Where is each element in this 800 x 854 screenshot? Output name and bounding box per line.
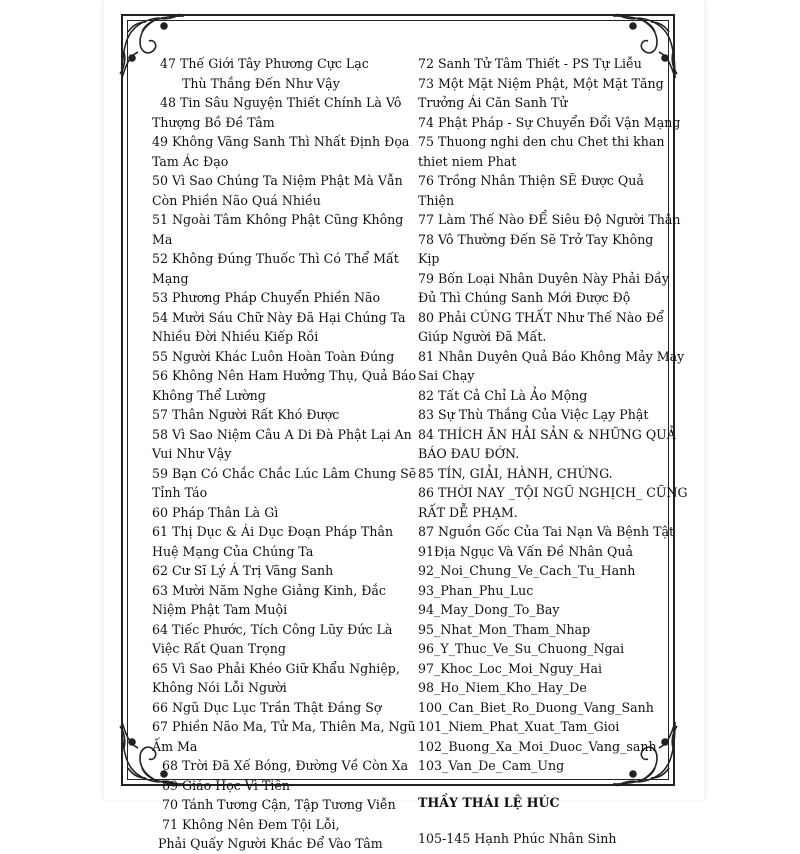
toc-entry-line: 71 Không Nên Đem Tội Lỗi, [162, 816, 340, 832]
toc-entry [418, 561, 650, 581]
toc-entry-line: Tỉnh Táo [152, 485, 208, 500]
toc-entry-line: Giúp Người Đã Mất. [418, 329, 547, 344]
toc-entry [418, 717, 650, 737]
toc-entry-line: 75 Thuong nghi den chu Chet thi khan [418, 134, 665, 149]
toc-entry [152, 464, 417, 503]
toc-entry-line: 54 Mười Sáu Chữ Này Đã Hại Chúng Ta [152, 309, 406, 325]
toc-entry [418, 522, 675, 542]
toc-entry-line: 67 Phiền Não Ma, Tử Ma, Thiên Ma, Ngũ [152, 719, 416, 734]
toc-entry-line: 96_Y_Thuc_Ve_Su_Chuong_Ngai [418, 641, 625, 656]
toc-entry [418, 698, 654, 718]
toc-entry-line: Thiện [418, 192, 455, 208]
toc-entry [152, 425, 412, 464]
toc-entry-line: 52 Không Đúng Thuốc Thì Có Thể Mất [152, 251, 399, 266]
toc-entry-line: 78 Vô Thường Đến Sẽ Trở Tay Không [418, 231, 654, 247]
right-entries [418, 54, 688, 776]
toc-entry-line: 66 Ngũ Dục Lục Trần Thật Đáng Sợ [152, 699, 382, 715]
toc-entry-line: thiet niem Phat [418, 153, 517, 169]
toc-entry [152, 776, 404, 796]
toc-entry-line: 94_May_Dong_To_Bay [418, 602, 560, 617]
toc-entry [152, 795, 404, 815]
toc-entry-line: 86 THỜI NAY _TỘI NGŨ NGHỊCH_ CŨNG [418, 485, 688, 500]
toc-entry [418, 386, 650, 406]
toc-entry [418, 171, 650, 210]
toc-entry-line: 103_Van_De_Cam_Ung [418, 758, 565, 773]
toc-entry-line: 83 Sự Thù Thắng Của Việc Lạy Phật [418, 407, 649, 422]
toc-entry [152, 620, 404, 659]
toc-entry-line: 47 Thế Giới Tây Phương Cực Lạc [160, 56, 369, 71]
toc-entry-line: Trưởng Ái Căn Sanh Tử [418, 95, 568, 110]
toc-entry-line: 70 Tánh Tương Cận, Tập Tương Viễn [162, 797, 396, 812]
toc-entry [152, 288, 404, 308]
toc-entry-line: 79 Bốn Loại Nhân Duyên Này Phải Đầy [418, 270, 669, 286]
toc-entry-line: 72 Sanh Tử Tâm Thiết - PS Tự Liễu [418, 56, 642, 71]
toc-entry-line: 62 Cư Sĩ Lý Á Trị Vãng Sanh [152, 563, 334, 578]
toc-entry [152, 756, 409, 776]
toc-entry [418, 54, 650, 74]
toc-entry-line: 48 Tin Sâu Nguyện Thiết Chính Là Vô [160, 95, 402, 110]
toc-entry-line: Thượng Bồ Đề Tâm [152, 114, 275, 130]
toc-entry-line: 81 Nhân Duyên Quả Báo Không Mảy May [418, 348, 685, 364]
toc-entry [418, 678, 650, 698]
toc-entry-line: 82 Tất Cả Chỉ Là Ảo Mộng [418, 387, 588, 403]
series-title: 105-145 Hạnh Phúc Nhân Sinh [418, 831, 617, 846]
toc-entry-line: Phải Quấy Người Khác Để Vào Tâm [158, 836, 383, 851]
toc-entry-line: 50 Vì Sao Chúng Ta Niệm Phật Mà Vẫn [152, 173, 403, 188]
toc-entry-line: Niệm Phật Tam Muội [152, 602, 288, 617]
toc-entry-line: Việc Rất Quan Trọng [152, 641, 286, 656]
toc-entry-line: 60 Pháp Thân Là Gì [152, 504, 279, 520]
toc-entry-line: Nhiều Đời Nhiều Kiếp Rồi [152, 329, 319, 344]
toc-entry-line: Kịp [418, 251, 440, 266]
toc-entry-line: 100_Can_Biet_Ro_Duong_Vang_Sanh [418, 699, 654, 715]
toc-entry-line: 61 Thị Dục & Ái Dục Đoạn Pháp Thân [152, 524, 394, 539]
toc-entry-line: 64 Tiếc Phước, Tích Công Lũy Đức Là [152, 621, 393, 637]
toc-entry [152, 171, 404, 210]
left-column-list [152, 54, 417, 854]
toc-entry-line: 53 Phương Pháp Chuyển Phiền Não [152, 290, 381, 305]
toc-entry [418, 581, 650, 601]
toc-entry [418, 347, 685, 386]
toc-entry [418, 74, 664, 113]
toc-entry-line: 49 Không Vãng Sanh Thì Nhất Định Đọa [152, 134, 410, 149]
toc-entry-line: 59 Bạn Có Chắc Chắc Lúc Lâm Chung Sẽ [152, 465, 417, 481]
toc-entry-line: Thù Thắng Đến Như Vậy [182, 75, 340, 91]
toc-entry-line: RẤT DỄ PHẠM. [418, 504, 518, 520]
toc-entry-line: 80 Phải CÚNG THẤT Như Thế Nào Để [418, 309, 664, 325]
toc-entry [152, 366, 417, 405]
toc-entry-line: 93_Phan_Phu_Luc [418, 582, 534, 598]
toc-entry [418, 425, 676, 464]
toc-entry-line: 77 Làm Thế Nào ĐỂ Siêu Độ Người Thân [418, 212, 681, 227]
toc-entry-line: 63 Mười Năm Nghe Giảng Kinh, Đắc [152, 582, 386, 598]
toc-entry [418, 210, 681, 230]
toc-entry [418, 600, 650, 620]
toc-entry [152, 132, 410, 171]
toc-entry-line: 57 Thân Người Rất Khó Được [152, 407, 340, 422]
toc-entry [152, 698, 404, 718]
toc-entry [418, 113, 681, 133]
toc-entry [152, 405, 404, 425]
toc-entry [418, 737, 657, 757]
toc-entry [418, 639, 650, 659]
toc-entry-line: 65 Vì Sao Phải Khéo Giữ Khẩu Nghiệp, [152, 660, 400, 676]
toc-entry-line: 87 Nguồn Gốc Của Tai Nạn Và Bệnh Tật [418, 524, 675, 539]
toc-entry-line: 68 Trời Đã Xế Bóng, Đường Về Còn Xa [162, 758, 409, 773]
toc-entry-line: 73 Một Mặt Niệm Phật, Một Mặt Tăng [418, 75, 664, 91]
toc-entry-line: 84 THÍCH ĂN HẢI SẢN & NHỮNG QUẢ [418, 426, 676, 442]
toc-entry-line: 102_Buong_Xa_Moi_Duoc_Vang_sanh [418, 738, 657, 754]
toc-entry-line: 56 Không Nên Ham Hưởng Thụ, Quả Báo [152, 368, 417, 383]
toc-entry [418, 659, 650, 679]
toc-entry-line: Không Thể Lường [152, 387, 266, 403]
toc-entry [418, 542, 650, 562]
toc-entry [152, 503, 404, 523]
toc-entry [152, 659, 404, 698]
toc-entry [152, 815, 404, 854]
toc-entry-line: Mạng [152, 270, 189, 286]
toc-entry-line: Ấm Ma [152, 738, 198, 754]
toc-entry-line: Còn Phiền Não Quá Nhiều [152, 192, 321, 208]
toc-entry [418, 230, 654, 269]
toc-entry [152, 347, 404, 367]
toc-entry-line: 51 Ngoài Tâm Không Phật Cũng Không [152, 212, 404, 227]
toc-entry-line: Đủ Thì Chúng Sanh Mới Được Độ [418, 290, 631, 305]
toc-entry-line: Tam Ác Đạo [152, 153, 229, 169]
toc-entry-line: 91Địa Ngục Và Vấn Đề Nhân Quả [418, 543, 633, 559]
toc-entry [418, 308, 664, 347]
toc-entry-line: 92_Noi_Chung_Ve_Cach_Tu_Hanh [418, 563, 636, 578]
toc-entry-line: 58 Vì Sao Niệm Câu A Di Đà Phật Lại An [152, 426, 412, 442]
toc-entry-line: 101_Niem_Phat_Xuat_Tam_Gioi [418, 719, 620, 734]
toc-entry [418, 464, 650, 484]
toc-entry-line: 55 Người Khác Luôn Hoàn Toàn Đúng [152, 348, 395, 364]
toc-entry [418, 756, 650, 776]
toc-entry [418, 620, 650, 640]
toc-entry [152, 581, 404, 620]
toc-entry-line: 85 TÍN, GIẢI, HÀNH, CHỨNG. [418, 465, 613, 481]
toc-entry-line: Ma [152, 231, 173, 247]
toc-entry [152, 561, 404, 581]
toc-entry [152, 308, 404, 347]
toc-entry [418, 405, 650, 425]
toc-entry [418, 132, 665, 171]
toc-entry-line: Sai Chạy [418, 368, 475, 383]
toc-entry [152, 210, 404, 249]
toc-entry-line: 97_Khoc_Loc_Moi_Nguy_Hai [418, 660, 602, 676]
toc-entry-line: BÁO ĐAU ĐỚN. [418, 446, 520, 461]
toc-entry [152, 522, 404, 561]
teacher-name: THẦY THÁI LỆ HÚC [418, 794, 560, 810]
toc-entry-line: Không Nói Lỗi Người [152, 680, 287, 695]
toc-entry [152, 54, 404, 93]
toc-entry [152, 717, 416, 756]
toc-entry [152, 93, 404, 132]
toc-entry-line: 95_Nhat_Mon_Tham_Nhap [418, 621, 591, 637]
right-column-list [418, 54, 688, 849]
toc-entry [418, 483, 688, 522]
toc-entry-line: Huệ Mạng Của Chúng Ta [152, 543, 314, 559]
toc-entry [418, 269, 669, 308]
toc-entry-line: 76 Trồng Nhân Thiện SẼ Được Quả [418, 173, 644, 188]
toc-entry [152, 249, 404, 288]
toc-entry-line: 98_Ho_Niem_Kho_Hay_De [418, 680, 587, 695]
toc-entry-line: 74 Phật Pháp - Sự Chuyển Đổi Vận Mạng [418, 114, 681, 130]
toc-entry-line: Vui Như Vậy [152, 446, 232, 461]
toc-entry-line: 69 Giáo Học Vì Tiên [162, 777, 290, 793]
